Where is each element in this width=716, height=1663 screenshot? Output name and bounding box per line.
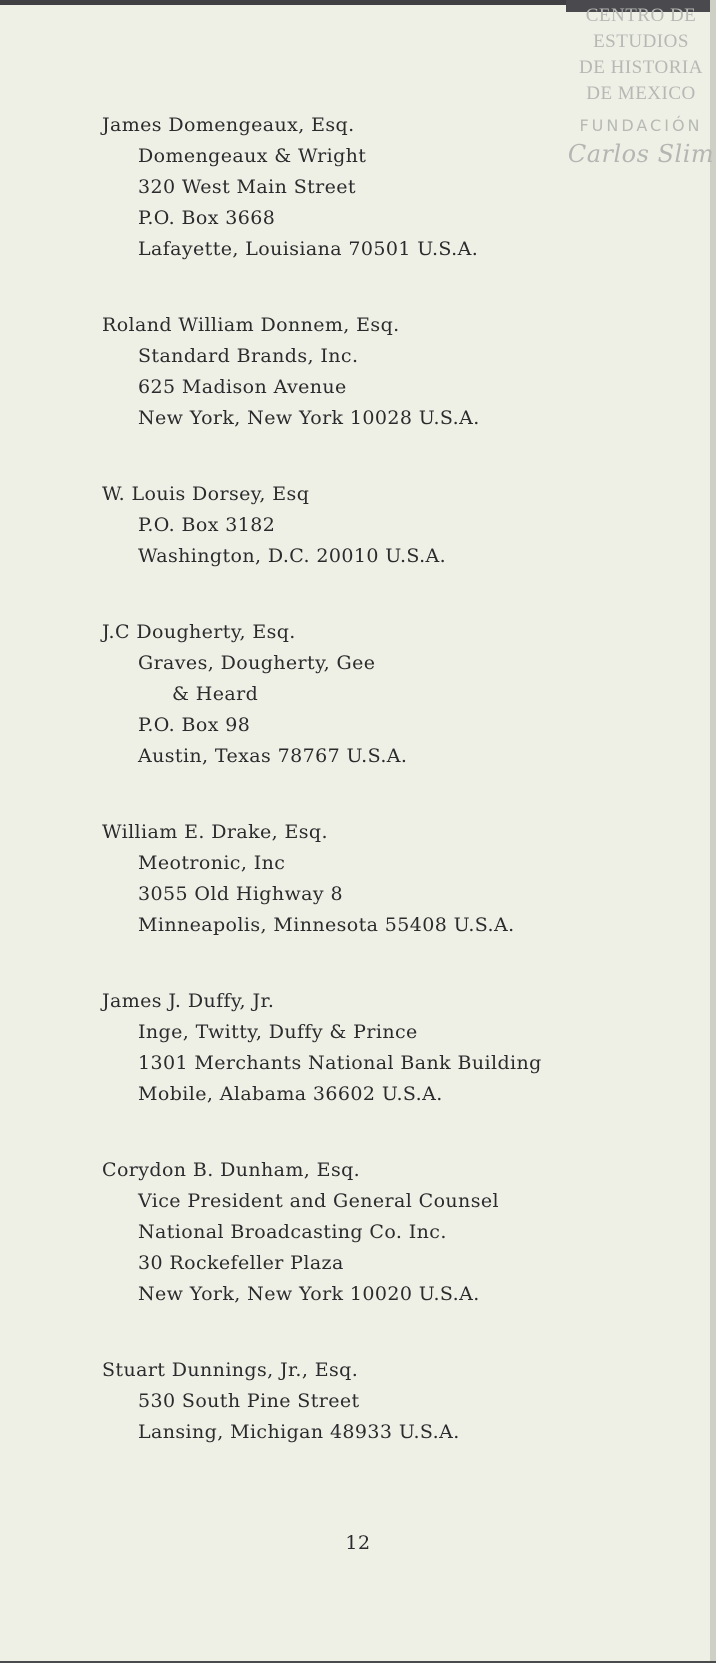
address-entry <box>102 110 702 265</box>
page-right-shadow <box>710 0 716 1663</box>
entry-address-line: Lansing, Michigan 48933 U.S.A. <box>138 1421 460 1443</box>
watermark-line: CENTRO DE <box>585 5 697 26</box>
entry-name: William E. Drake, Esq. <box>102 821 328 843</box>
entry-address-line: Domengeaux & Wright <box>138 145 367 167</box>
entry-address-line: Meotronic, Inc <box>138 852 286 874</box>
address-entry <box>102 310 702 434</box>
entry-name: Roland William Donnem, Esq. <box>102 314 400 336</box>
entry-name: J.C Dougherty, Esq. <box>102 621 296 643</box>
entry-address-line: 625 Madison Avenue <box>138 376 347 398</box>
entry-address-line: Austin, Texas 78767 U.S.A. <box>138 745 408 767</box>
entry-name: Stuart Dunnings, Jr., Esq. <box>102 1359 359 1381</box>
watermark-line: DE HISTORIA <box>579 57 703 78</box>
watermark-signature: Carlos Slim <box>567 140 715 168</box>
entry-address-line: 30 Rockefeller Plaza <box>138 1252 344 1274</box>
entry-address-line: Graves, Dougherty, Gee <box>138 652 376 674</box>
entry-name: James J. Duffy, Jr. <box>102 990 275 1012</box>
entry-address-line: 530 South Pine Street <box>138 1390 360 1412</box>
entry-name: James Domengeaux, Esq. <box>102 114 355 136</box>
entry-address-line: Washington, D.C. 20010 U.S.A. <box>138 545 447 567</box>
page-number: 12 <box>345 1532 371 1554</box>
address-entry <box>102 617 702 772</box>
watermark-line: ESTUDIOS <box>593 31 689 52</box>
entry-address-line: Vice President and General Counsel <box>138 1190 499 1212</box>
entry-address-line: P.O. Box 98 <box>138 714 251 736</box>
address-entry <box>102 1355 702 1448</box>
entry-address-line: Lafayette, Louisiana 70501 U.S.A. <box>138 238 479 260</box>
watermark-line: DE MEXICO <box>586 83 696 104</box>
entry-address-line: Inge, Twitty, Duffy & Prince <box>138 1021 418 1043</box>
address-list <box>102 110 702 1493</box>
address-entry <box>102 1155 702 1310</box>
entry-name: Corydon B. Dunham, Esq. <box>102 1159 361 1181</box>
entry-address-line: Minneapolis, Minnesota 55408 U.S.A. <box>138 914 515 936</box>
entry-name: W. Louis Dorsey, Esq <box>102 483 310 505</box>
entry-address-line: Mobile, Alabama 36602 U.S.A. <box>138 1083 443 1105</box>
entry-address-line: New York, New York 10020 U.S.A. <box>138 1283 480 1305</box>
entry-address-line: Standard Brands, Inc. <box>138 345 359 367</box>
entry-address-line: P.O. Box 3668 <box>138 207 276 229</box>
entry-address-line: National Broadcasting Co. Inc. <box>138 1221 447 1243</box>
watermark-foundation: FUNDACIÓN <box>579 116 703 135</box>
entry-address-line: 3055 Old Highway 8 <box>138 883 343 905</box>
entry-address-line: 320 West Main Street <box>138 176 356 198</box>
entry-address-line: 1301 Merchants National Bank Building <box>138 1052 542 1074</box>
address-entry <box>102 479 702 572</box>
entry-address-line: & Heard <box>172 683 259 705</box>
entry-address-line: New York, New York 10028 U.S.A. <box>138 407 480 429</box>
entry-address-line: P.O. Box 3182 <box>138 514 276 536</box>
address-entry <box>102 817 702 941</box>
address-entry <box>102 986 702 1110</box>
